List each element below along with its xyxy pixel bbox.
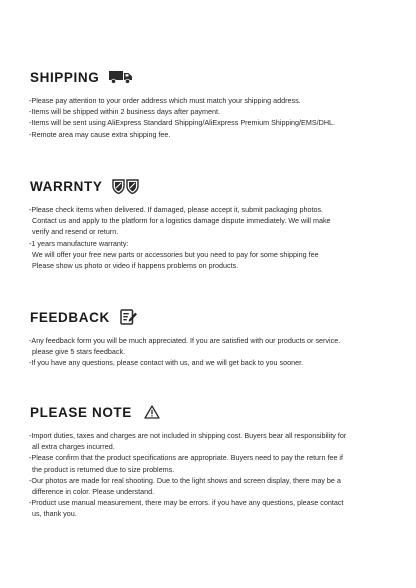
- please-note-section: [30, 403, 388, 520]
- please-note-line: -Please confirm that the product specifications are appropriate. Buyers need to pay the return fee if: [29, 453, 344, 463]
- warranty-line: Please show us photo or video if happens problems on products.: [32, 261, 239, 271]
- feedback-line: please give 5 stars feedback.: [32, 347, 126, 357]
- warranty-line: Contact us and apply to the platform for a logistics damage dispute immediately. We will make: [32, 216, 331, 226]
- warning-icon: [144, 405, 160, 419]
- edit-note-icon: [120, 309, 138, 325]
- feedback-text: [30, 335, 388, 369]
- shield-icon: [112, 179, 140, 194]
- please-note-text: [30, 430, 388, 520]
- warranty-line: -Please check items when delivered. If damaged, please accept it, submit packaging photos.: [29, 205, 324, 214]
- warranty-title: WARRNTY: [30, 178, 103, 194]
- please-note-line: -Product use manual measurement, there may be errors. if you have any questions, please contact: [29, 498, 344, 508]
- shipping-text: [30, 95, 388, 140]
- feedback-heading: [30, 308, 388, 326]
- warranty-line: We will offer your free new parts or accessories but you need to pay for some shipping fee: [32, 249, 319, 259]
- warranty-section: [30, 177, 388, 271]
- please-note-title: PLEASE NOTE: [30, 404, 132, 420]
- please-note-line: the product is returned due to size problems.: [32, 464, 175, 474]
- feedback-line: -If you have any questions, please contact with us, and we will get back to you sooner.: [29, 358, 304, 368]
- warranty-line: verify and resend or return.: [32, 227, 119, 237]
- feedback-line: -Any feedback form you will be much appreciated. If you are satisfied with our products or service.: [29, 336, 341, 345]
- warranty-text: [30, 204, 388, 271]
- warranty-line: -1 years manufacture warranty:: [29, 238, 129, 248]
- feedback-title: FEEDBACK: [30, 309, 110, 325]
- please-note-line: -Import duties, taxes and charges are not included in shipping cost. Buyers bear all responsibility for: [29, 431, 347, 440]
- shipping-line: -Items will be sent using AliExpress Standard Shipping/AliExpress Premium Shipping/EMS/DHL.: [29, 118, 336, 128]
- please-note-line: difference in color. Please understand.: [32, 487, 155, 497]
- shipping-line: -Items will be shipped within 2 business days after payment.: [29, 107, 220, 117]
- please-note-line: all extra charges incurred.: [32, 442, 115, 452]
- please-note-heading: [30, 403, 388, 421]
- shipping-section: [30, 68, 388, 140]
- warranty-heading: [30, 177, 388, 195]
- feedback-section: [30, 308, 388, 369]
- please-note-line: -Our photos are made for real shooting. Due to the light shows and screen display, there may be a: [29, 475, 341, 485]
- shipping-line: -Remote area may cause extra shipping fee.: [29, 129, 171, 139]
- shipping-title: SHIPPING: [30, 69, 100, 85]
- shipping-heading: [30, 68, 388, 86]
- shipping-line: -Please pay attention to your order address which must match your shipping address.: [29, 96, 301, 105]
- truck-icon: [109, 70, 133, 84]
- please-note-line: us, thank you.: [32, 509, 77, 519]
